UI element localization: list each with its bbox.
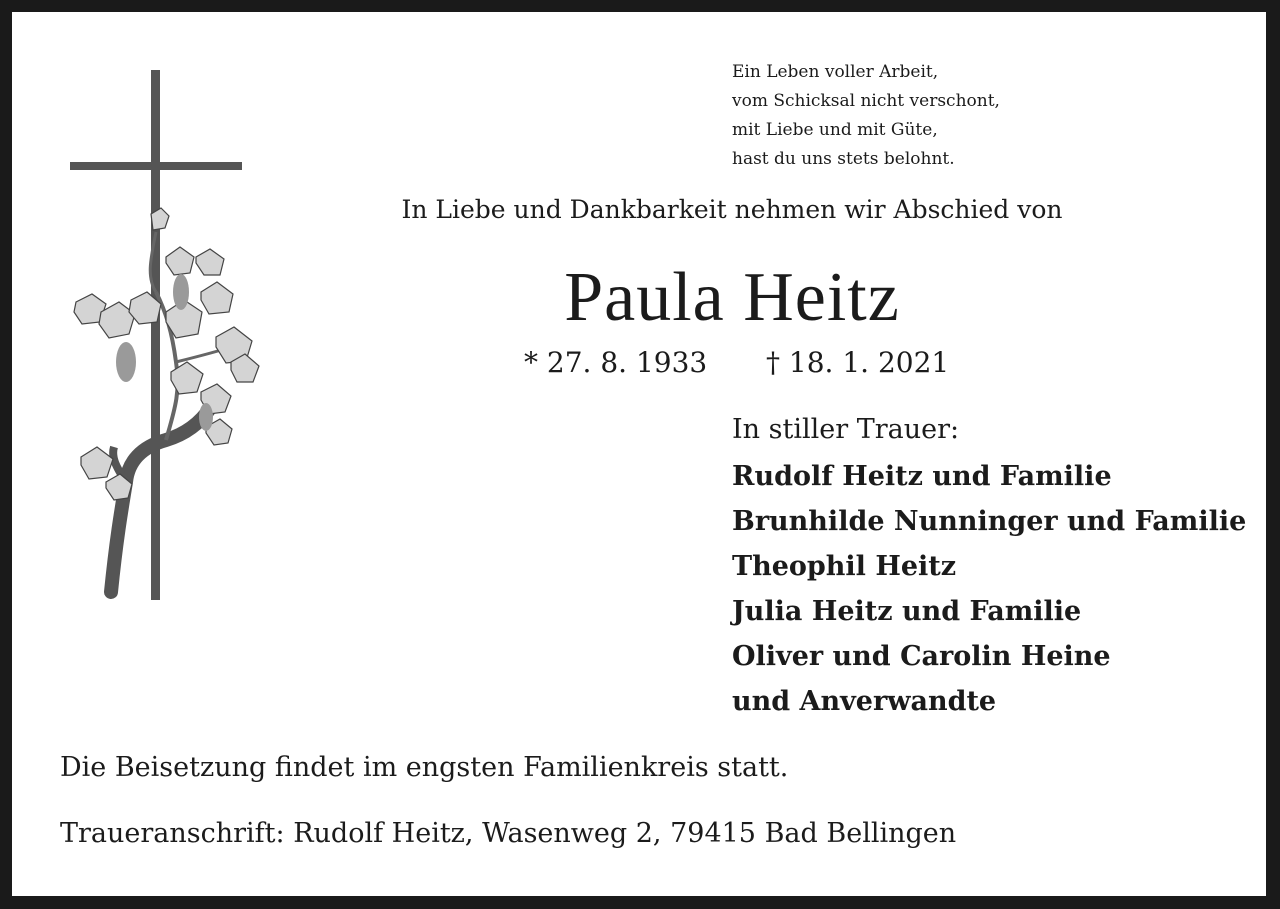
mourner-entry: Julia Heitz und Familie xyxy=(732,596,1082,627)
mourner-entry: Brunhilde Nunninger und Familie xyxy=(732,506,1247,537)
mourner-entry: Theophil Heitz xyxy=(732,551,957,582)
intro-line: In Liebe und Dankbarkeit nehmen wir Abschied von xyxy=(401,195,1063,224)
death-date: † 18. 1. 2021 xyxy=(766,346,950,379)
poem-line: vom Schicksal nicht verschont, xyxy=(732,91,1000,111)
poem xyxy=(732,58,1000,174)
mourners-list xyxy=(732,454,1246,724)
mourning-address: Traueranschrift: Rudolf Heitz, Wasenweg 2, 79415 Bad Bellingen xyxy=(60,818,957,849)
poem-line: mit Liebe und mit Güte, xyxy=(732,120,938,140)
mourner-entry: Rudolf Heitz und Familie xyxy=(732,461,1112,492)
birth-date: * 27. 8. 1933 xyxy=(524,346,708,379)
mourner-entry: Oliver und Carolin Heine xyxy=(732,641,1111,672)
burial-note: Die Beisetzung findet im engsten Familienkreis statt. xyxy=(60,752,789,783)
obituary-card xyxy=(12,12,1266,896)
mourners-label: In stiller Trauer: xyxy=(732,414,960,445)
poem-line: Ein Leben voller Arbeit, xyxy=(732,62,939,82)
poem-line: hast du uns stets belohnt. xyxy=(732,149,955,169)
mourner-entry: und Anverwandte xyxy=(732,686,997,717)
deceased-name: Paula Heitz xyxy=(564,259,900,336)
